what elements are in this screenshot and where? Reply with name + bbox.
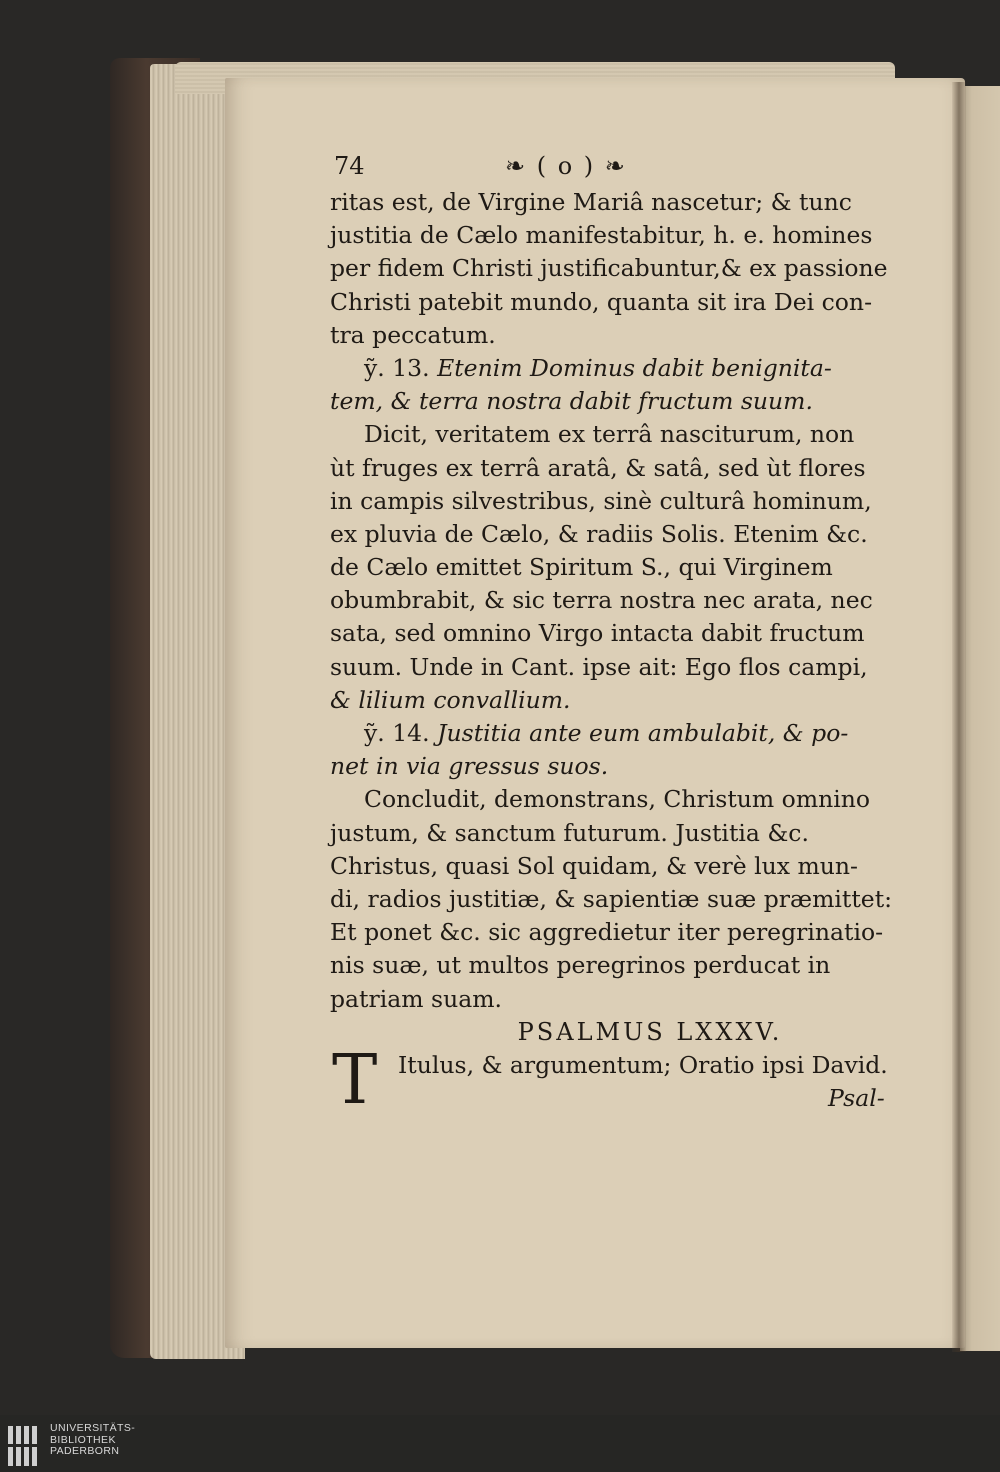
- drop-cap: T: [332, 1040, 378, 1120]
- text-line: Et ponet &c. sic aggredietur iter peregrinatio-: [330, 918, 884, 947]
- library-name-line: UNIVERSITÄTS-: [50, 1422, 136, 1434]
- text-line: suum. Unde in Cant. ipse ait: Ego flos campi,: [330, 652, 868, 681]
- text-line: per fidem Christi justificabuntur,& ex passione: [330, 254, 888, 283]
- text-line: & lilium convallium.: [330, 685, 571, 714]
- verse-13-heading-cont: tem, & terra nostra dabit fructum suum.: [330, 387, 813, 416]
- text-line: tra peccatum.: [330, 320, 496, 349]
- text-line: obumbrabit, & sic terra nostra nec arata, nec: [330, 586, 873, 615]
- facing-page: [960, 86, 1000, 1351]
- text-line: nis suæ, ut multos peregrinos perducat in: [330, 951, 831, 980]
- text-line: Concludit, demonstrans, Christum omnino: [364, 785, 871, 814]
- text-line: patriam suam.: [330, 984, 502, 1013]
- psalm-heading: PSALMUS LXXXV.: [517, 1017, 783, 1046]
- verse-number: ỹ. 13.: [364, 353, 430, 382]
- opening-paragraph: [330, 186, 930, 352]
- text-line: Dicit, veritatem ex terrâ nasciturum, non: [364, 420, 855, 449]
- text-line: justitia de Cælo manifestabitur, h. e. homines: [330, 221, 873, 250]
- text-line: justum, & sanctum futurum. Justitia &c.: [330, 818, 809, 847]
- text-line: ùt fruges ex terrâ aratâ, & satâ, sed ùt flores: [330, 453, 866, 482]
- library-name: [50, 1423, 135, 1458]
- page-number: 74: [334, 152, 365, 180]
- header-ornament: ❧ ( o ) ❧: [505, 152, 627, 180]
- text-line: ritas est, de Virgine Mariâ nascetur; & tunc: [330, 188, 852, 216]
- text-line: Christi patebit mundo, quanta sit ira Dei con-: [330, 287, 873, 316]
- library-name-line: BIBLIOTHEK: [50, 1433, 116, 1446]
- psalm-title-text: Itulus, & argumentum; Oratio ipsi David.: [398, 1050, 888, 1079]
- text-line: in campis silvestribus, sinè culturâ hominum,: [330, 486, 872, 515]
- text-line: de Cælo emittet Spiritum S., qui Virginem: [330, 553, 833, 582]
- catchword-line: [330, 1082, 930, 1115]
- verse-text: Justitia ante eum ambulabit, & po-: [437, 719, 849, 747]
- text-line: ex pluvia de Cælo, & radiis Solis. Etenim &c.: [330, 519, 868, 548]
- verse-14-heading-cont: net in via gressus suos.: [330, 752, 609, 781]
- text-line: sata, sed omnino Virgo intacta dabit fructum: [330, 619, 865, 648]
- commentary-13: [330, 418, 930, 717]
- commentary-14: [330, 783, 930, 1015]
- library-name-line: PADERBORN: [50, 1445, 120, 1457]
- library-logo: [0, 1418, 200, 1472]
- library-logo-icon: [6, 1424, 42, 1468]
- page-header: [330, 150, 930, 186]
- text-line: di, radios justitiæ, & sapientiæ suæ præmittet:: [330, 884, 893, 913]
- page-gutter: [952, 82, 966, 1352]
- text-line: Christus, quasi Sol quidam, & verè lux mun-: [330, 851, 858, 880]
- catchword: Psal-: [828, 1084, 885, 1113]
- verse-text: Etenim Dominus dabit benignita-: [437, 353, 832, 382]
- verse-number: ỹ. 14.: [364, 719, 430, 747]
- page-text: [330, 150, 930, 1120]
- verse-14-heading: [330, 717, 930, 750]
- verse-13-heading: [330, 352, 930, 385]
